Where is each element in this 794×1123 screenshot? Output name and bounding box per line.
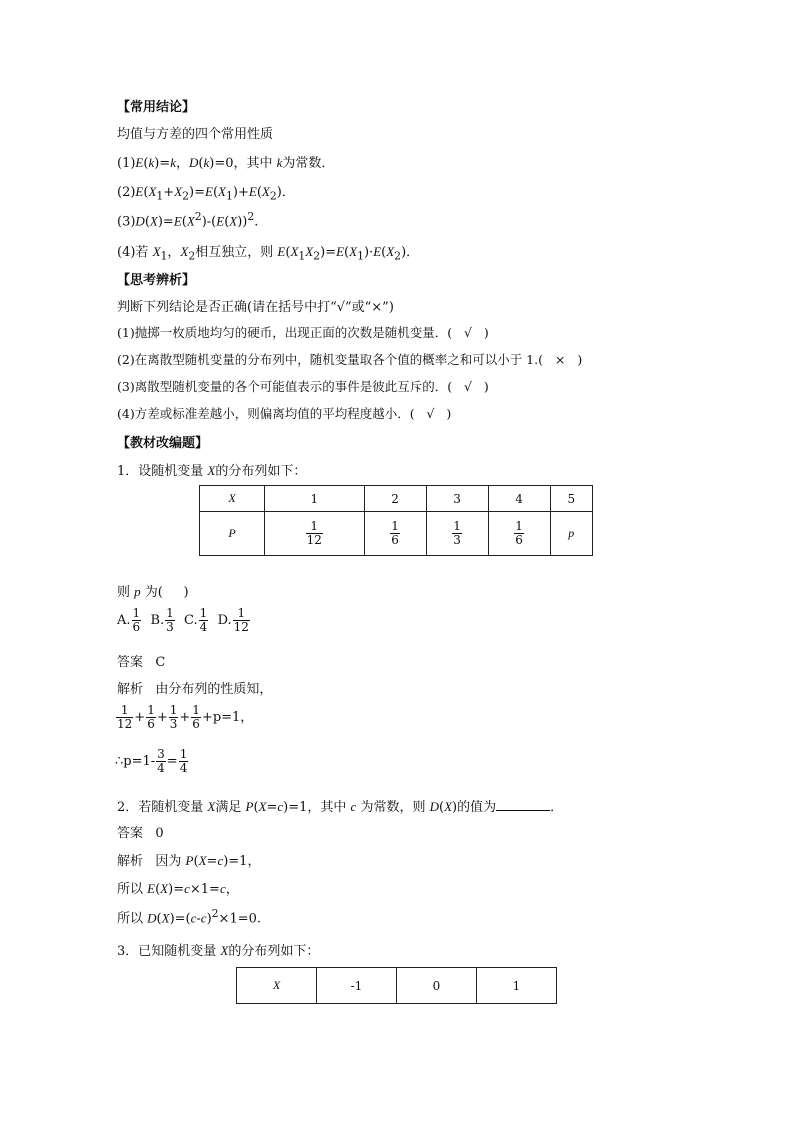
q3-distribution-table: [236, 967, 557, 1004]
table-cell-prob: $\frac{1}{6}$: [364, 512, 426, 556]
q1-distribution-table: [199, 485, 593, 556]
option-c: C. $\frac{1}{4}$: [184, 606, 208, 634]
q1-answer: 答案 C: [117, 655, 166, 670]
table-cell-prob: p: [550, 512, 592, 556]
judgment-2: (2)在离散型随机变量的分布列中，随机变量取各个值的概率之和可以小于 1.( × ): [117, 352, 583, 367]
answer-blank: [496, 798, 550, 811]
q1-equation-1: $\frac{1}{12}$ + $\frac{1}{6}$ + $\frac{1}{3}$ + $\frac{1}{6}$ +p=1，: [117, 703, 254, 731]
table-cell-prob: $\frac{1}{6}$: [488, 512, 550, 556]
section-header-textbook: 【教材改编题】: [117, 436, 209, 451]
table-header-cell: 2: [364, 486, 426, 512]
judge-instruction: 判断下列结论是否正确(请在括号中打“√”或“×”): [117, 300, 394, 315]
judgment-mark: √: [426, 406, 435, 421]
table-cell-prob: $\frac{1}{3}$: [426, 512, 488, 556]
table-header-cell: 0: [397, 968, 477, 1004]
table-cell-prob: $\frac{1}{12}$: [265, 512, 365, 556]
properties-title: 均值与方差的四个常用性质: [117, 127, 274, 142]
table-header-cell: 1: [476, 968, 556, 1004]
table-row-label-p: P: [200, 512, 265, 556]
table-header-x: X: [237, 968, 317, 1004]
q1-ask: 则 p 为( ): [117, 584, 189, 600]
judgment-3: (3)离散型随机变量的各个可能值表示的事件是彼此互斥的．( √ ): [117, 379, 489, 394]
q2-analysis-line-2: 所以 E(X)=c×1=c，: [117, 881, 239, 897]
q3-stem: 3．已知随机变量 X的分布列如下：: [117, 943, 320, 959]
table-header-x: X: [200, 486, 265, 512]
table-header-cell: 1: [265, 486, 365, 512]
q2-stem: 2．若随机变量 X满足 P(X=c)=1，其中 c 为常数，则 D(X)的值为 ．: [117, 799, 564, 815]
table-header-cell: -1: [316, 968, 396, 1004]
judgment-mark: √: [464, 379, 472, 394]
option-b: B. $\frac{1}{3}$: [150, 606, 174, 634]
property-3: $(3)D(X)=E(X^2)-(E(X))^2$.: [117, 210, 259, 230]
q1-analysis: 解析 由分布列的性质知，: [117, 682, 273, 697]
property-4: (4)若 $X_1$，$X_2$相互独立，则 $E(X_1X_2)=E(X_1)\cdot E(X_2)$．: [117, 244, 420, 263]
judgment-mark: √: [464, 325, 472, 340]
option-a: A. $\frac{1}{6}$: [117, 606, 141, 634]
q1-stem: 1．设随机变量 X的分布列如下：: [117, 463, 307, 479]
table-header-cell: 3: [426, 486, 488, 512]
q1-options: [117, 607, 251, 634]
section-header-think: 【思考辨析】: [117, 273, 196, 288]
judgment-mark: ×: [554, 352, 566, 367]
judgment-1: (1)抛掷一枚质地均匀的硬币，出现正面的次数是随机变量．( √ ): [117, 325, 489, 340]
table-header-cell: 4: [488, 486, 550, 512]
property-1: (1)E(k)=k，D(k)=0，其中 k为常数．: [117, 155, 335, 171]
section-header-conclusions: 【常用结论】: [117, 100, 196, 115]
option-d: D. $\frac{1}{12}$: [217, 606, 249, 634]
q1-equation-2: ∴p=1- $\frac{3}{4}$ = $\frac{1}{4}$: [115, 747, 188, 775]
table-header-cell: 5: [550, 486, 592, 512]
q2-answer: 答案 0: [117, 826, 164, 841]
q2-analysis-line-3: 所以 $D(X)=(c-c)^2\times 1=0$.: [117, 907, 262, 927]
judgment-4: (4)方差或标准差越小，则偏离均值的平均程度越小．( √ ): [117, 406, 452, 421]
property-2: $(2)E(X_1+X_2)=E(X_1)+E(X_2)$．: [117, 184, 295, 203]
q2-analysis: 解析 因为 P(X=c)=1，: [117, 853, 261, 869]
